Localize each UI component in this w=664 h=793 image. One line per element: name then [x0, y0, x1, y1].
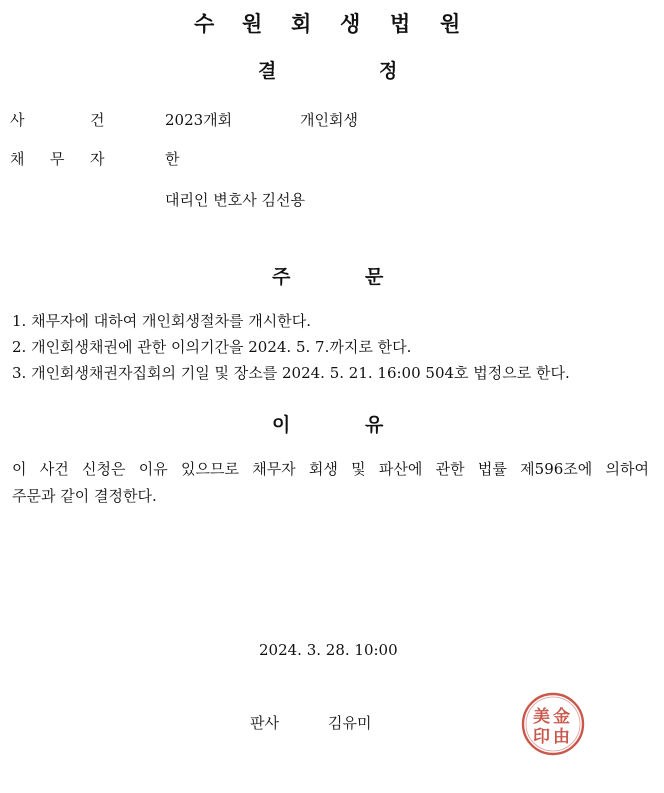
reason-heading-char: 이 — [272, 414, 291, 436]
debtor-label-char: 무 — [50, 150, 65, 168]
case-name: 개인회생 — [300, 111, 358, 129]
court-title-char: 원 — [242, 12, 263, 36]
decision-heading-char: 결 — [258, 60, 277, 82]
judge-seal — [515, 686, 591, 762]
order-heading-char: 문 — [365, 266, 384, 288]
order-heading-char: 주 — [272, 266, 291, 288]
order-heading — [0, 262, 664, 290]
judge-name: 김유미 — [328, 714, 372, 732]
reason-heading-char: 유 — [365, 414, 384, 436]
decision-heading — [0, 56, 664, 84]
seal-stamp-icon — [515, 686, 591, 762]
reason-heading — [0, 410, 664, 438]
court-title-char: 생 — [340, 12, 361, 36]
case-label-char: 사 — [10, 111, 25, 129]
reason-line: 주문과 같이 결정한다. — [12, 487, 157, 505]
decision-heading-char: 정 — [379, 60, 398, 82]
court-title — [0, 8, 664, 38]
court-title-char: 회 — [291, 12, 312, 36]
order-item: 1. 채무자에 대하여 개인회생절차를 개시한다. — [12, 312, 311, 330]
seal-glyph: 金 — [553, 707, 570, 727]
representative: 대리인 변호사 김선용 — [165, 191, 305, 209]
seal-glyph: 美 — [533, 707, 550, 727]
reason-line: 이 사건 신청은 이유 있으므로 채무자 회생 및 파산에 관한 법률 제596조에 의하여 — [12, 460, 649, 478]
case-number: 2023개회 — [165, 111, 233, 129]
order-item: 2. 개인회생채권에 관한 이의기간을 2024. 5. 7.까지로 한다. — [12, 338, 412, 356]
seal-glyph: 印 — [533, 727, 550, 747]
debtor-label-char: 채 — [10, 150, 25, 168]
seal-glyph: 由 — [553, 727, 570, 747]
decision-date: 2024. 3. 28. 10:00 — [259, 641, 398, 659]
debtor-name: 한 — [165, 150, 180, 168]
court-title-char: 수 — [194, 12, 215, 36]
case-label-char: 건 — [90, 111, 105, 129]
court-title-char: 원 — [440, 12, 461, 36]
debtor-label-char: 자 — [90, 150, 105, 168]
court-title-char: 법 — [390, 12, 411, 36]
order-item: 3. 개인회생채권자집회의 기일 및 장소를 2024. 5. 21. 16:00 504호 법정으로 한다. — [12, 364, 570, 382]
judge-title: 판사 — [250, 714, 279, 732]
